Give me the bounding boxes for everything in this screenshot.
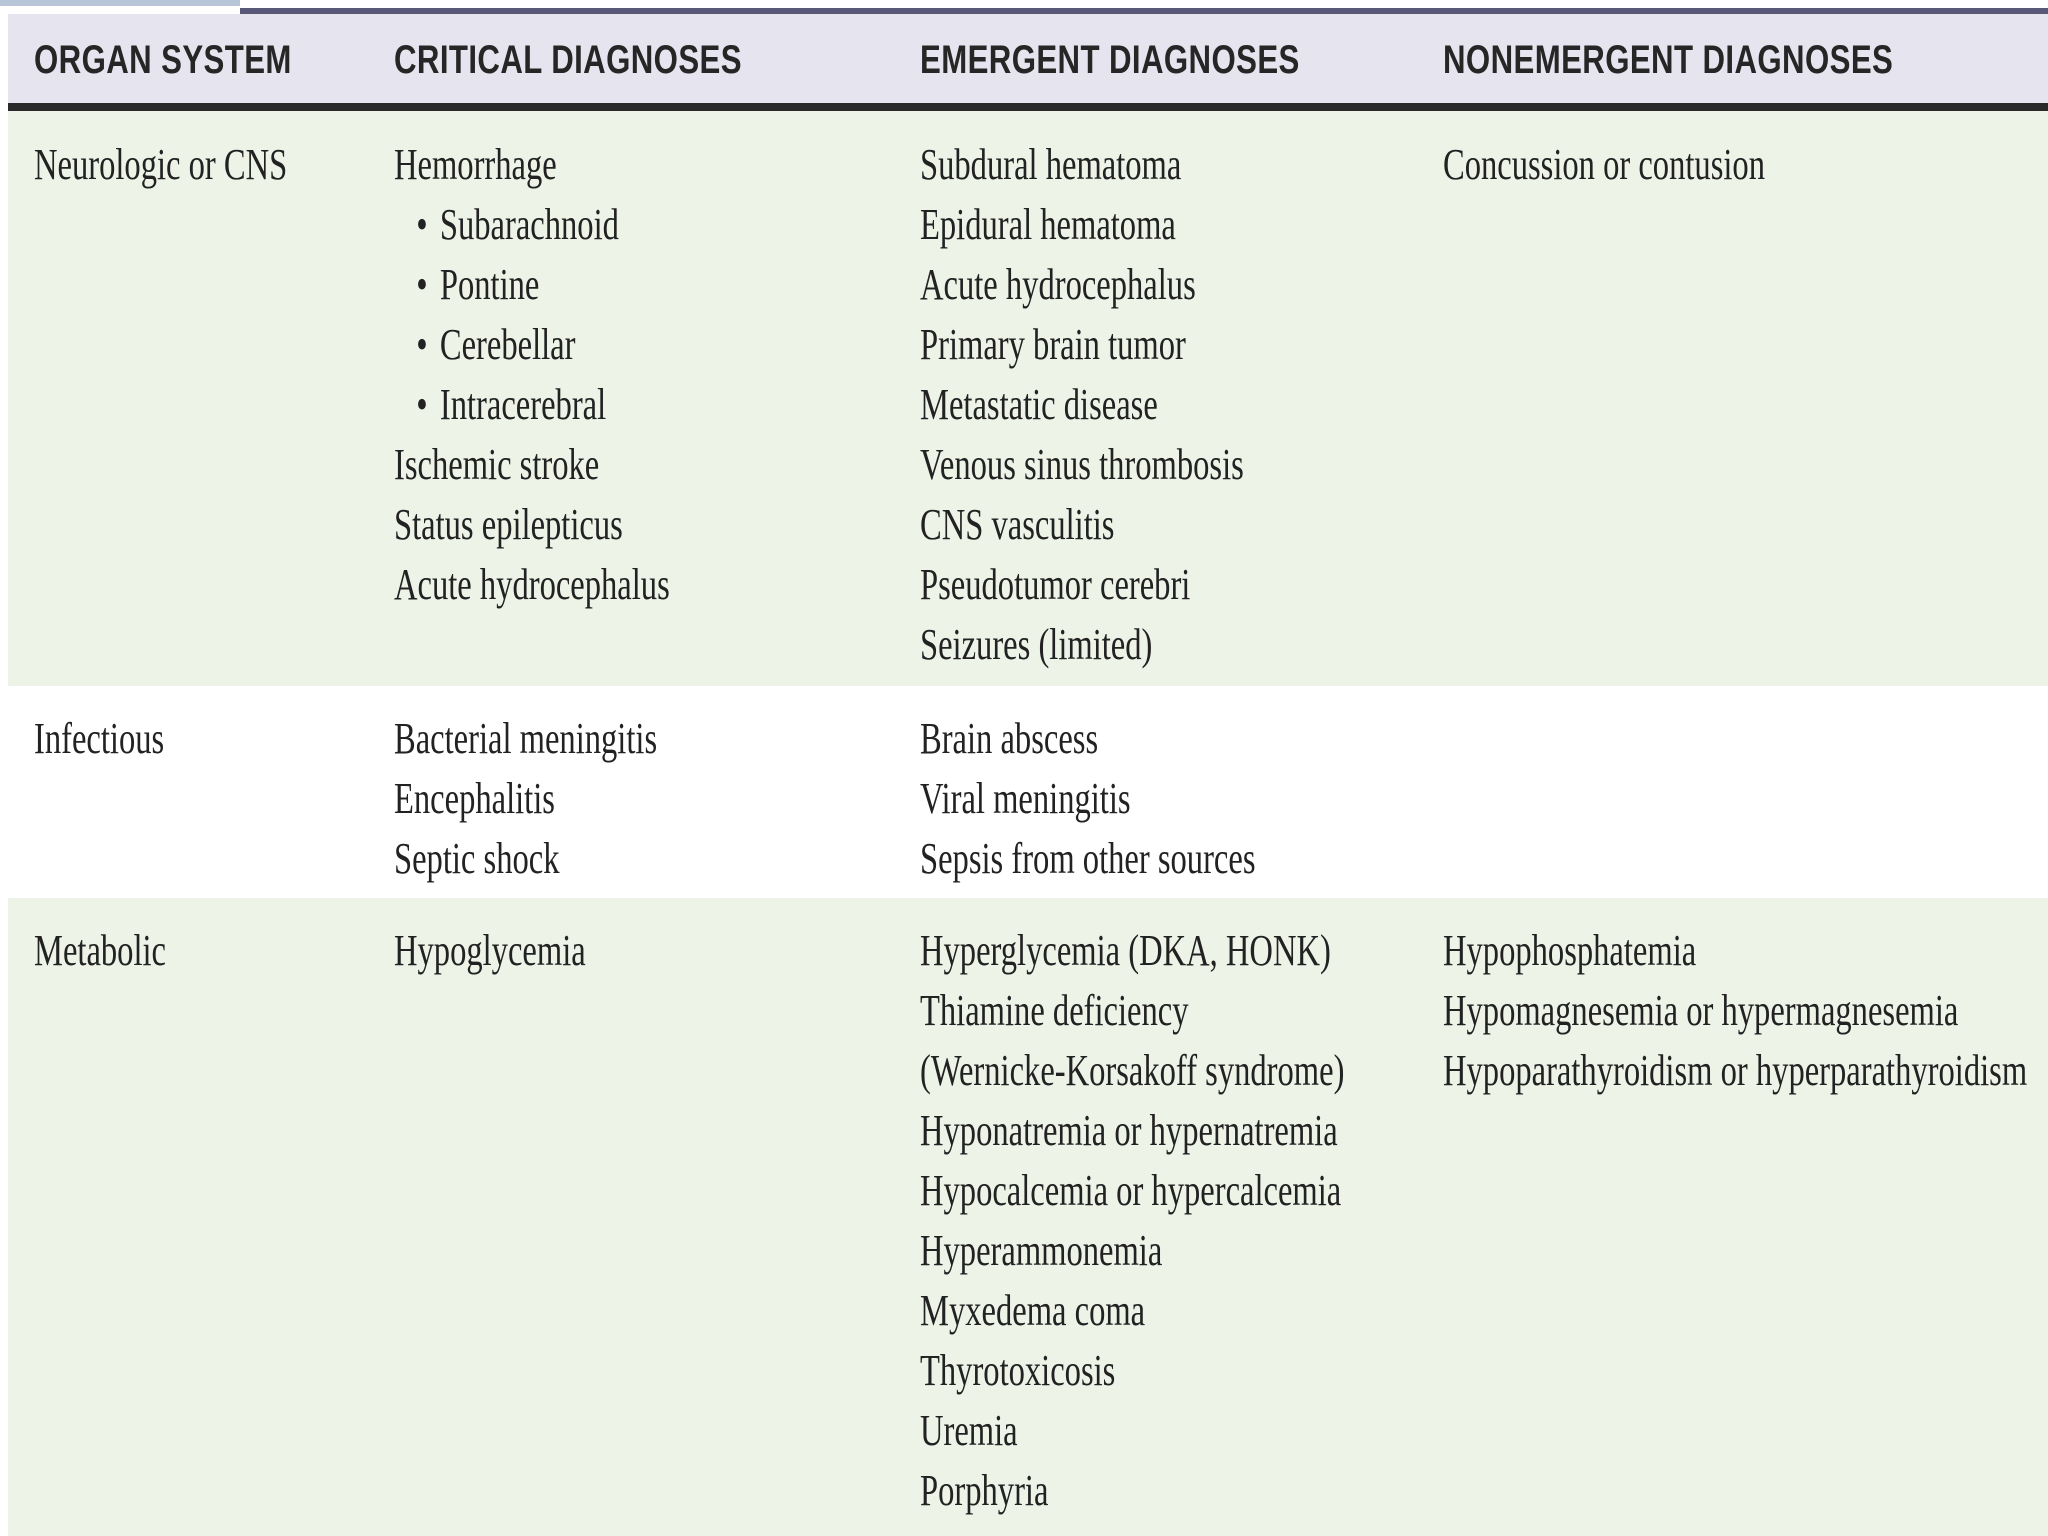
bullet-icon: • <box>416 320 428 369</box>
diagnosis-item: Hyperammonemia <box>920 1226 1163 1275</box>
diagnosis-item: Porphyria <box>920 1466 1049 1515</box>
diagnosis-item: Thiamine deficiency <box>920 986 1189 1035</box>
diagnosis-item: Venous sinus thrombosis <box>920 440 1244 489</box>
organ-system-cell: Infectious <box>34 714 165 763</box>
diagnosis-item: Hyponatremia or hypernatremia <box>920 1106 1338 1155</box>
diagnosis-item: Hypoparathyroidism or hyperparathyroidism <box>1443 1046 2028 1095</box>
diagnosis-item: Brain abscess <box>920 714 1099 763</box>
nonemergent-diagnoses-cell <box>1443 921 2027 1101</box>
bullet-icon: • <box>416 260 428 309</box>
diagnosis-subitem: • Cerebellar <box>394 315 670 375</box>
critical-diagnoses-cell <box>394 921 586 981</box>
header-critical-diagnoses: CRITICAL DIAGNOSES <box>394 38 742 82</box>
diagnosis-item: Myxedema coma <box>920 1286 1146 1335</box>
bullet-icon: • <box>416 380 428 429</box>
diagnosis-item: Seizures (limited) <box>920 620 1153 669</box>
diagnosis-item: Sepsis from other sources <box>920 834 1256 883</box>
diagnosis-item: Hypocalcemia or hypercalcemia <box>920 1166 1342 1215</box>
critical-diagnoses-cell <box>394 709 657 889</box>
diagnosis-item: Primary brain tumor <box>920 320 1186 369</box>
diagnosis-item: Pseudotumor cerebri <box>920 560 1191 609</box>
diagnosis-item: Epidural hematoma <box>920 200 1176 249</box>
diagnosis-item: Viral meningitis <box>920 774 1131 823</box>
diagnosis-item: (Wernicke-Korsakoff syndrome) <box>920 1046 1345 1095</box>
nonemergent-diagnoses-cell <box>1443 135 1765 195</box>
diagnosis-item: Subdural hematoma <box>920 140 1182 189</box>
diagnosis-item: Septic shock <box>394 834 560 883</box>
diagnosis-item: Thyrotoxicosis <box>920 1346 1116 1395</box>
diagnosis-item: Concussion or contusion <box>1443 140 1765 189</box>
diagnosis-item: Encephalitis <box>394 774 555 823</box>
emergent-diagnoses-cell <box>920 135 1244 675</box>
diagnosis-item: Bacterial meningitis <box>394 714 658 763</box>
header-organ-system: ORGAN SYSTEM <box>34 38 292 82</box>
diagnosis-subitem: • Intracerebral <box>394 375 670 435</box>
diagnosis-subitem: • Subarachnoid <box>394 195 670 255</box>
header-divider <box>8 103 2048 111</box>
diagnosis-item: Hemorrhage <box>394 140 557 189</box>
diagnosis-item: Acute hydrocephalus <box>394 560 670 609</box>
diagnosis-item: CNS vasculitis <box>920 500 1115 549</box>
organ-system-cell: Metabolic <box>34 926 167 975</box>
diagnosis-item: Ischemic stroke <box>394 440 600 489</box>
header-nonemergent-diagnoses: NONEMERGENT DIAGNOSES <box>1443 38 1894 82</box>
diagnosis-item: Status epilepticus <box>394 500 623 549</box>
diagnosis-item: Hypomagnesemia or hypermagnesemia <box>1443 986 1959 1035</box>
emergent-diagnoses-cell <box>920 921 1344 1521</box>
diagnosis-item: Metastatic disease <box>920 380 1158 429</box>
bullet-icon: • <box>416 200 428 249</box>
emergent-diagnoses-cell <box>920 709 1255 889</box>
diagnosis-item: Hypoglycemia <box>394 926 586 975</box>
diagnosis-item: Uremia <box>920 1406 1018 1455</box>
header-emergent-diagnoses: EMERGENT DIAGNOSES <box>920 38 1300 82</box>
diagnosis-item: Hypophosphatemia <box>1443 926 1697 975</box>
critical-diagnoses-cell <box>394 135 670 615</box>
organ-system-cell: Neurologic or CNS <box>34 140 288 189</box>
diagnosis-subitem: • Pontine <box>394 255 670 315</box>
top-accent-rule <box>0 0 240 6</box>
diagnosis-item: Acute hydrocephalus <box>920 260 1196 309</box>
diagnosis-item: Hyperglycemia (DKA, HONK) <box>920 926 1331 975</box>
